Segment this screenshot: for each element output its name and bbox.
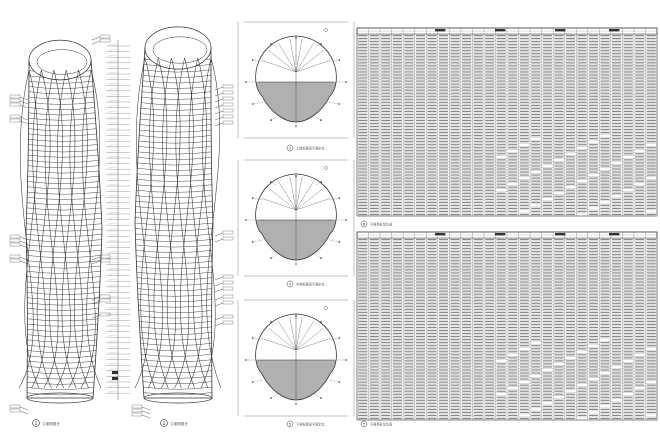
plan-3-number: 5 bbox=[288, 422, 292, 427]
plan-1-number: 3 bbox=[288, 146, 292, 151]
table-1-caption: 平面坐标定位表 bbox=[370, 222, 393, 227]
table-1-number: 6 bbox=[362, 222, 366, 227]
elevation-1-caption: 立面图展开 bbox=[42, 422, 60, 426]
elevation-1-number: 1 bbox=[34, 421, 38, 426]
table-2-caption: 平面坐标定位表 bbox=[370, 422, 393, 427]
elevation-2-number: 2 bbox=[162, 421, 166, 426]
plan-1-caption: 上部标准层平面定位 bbox=[296, 146, 325, 151]
plan-2-number: 4 bbox=[288, 282, 292, 287]
plan-3-caption: 下部标准层平面定位 bbox=[296, 422, 325, 427]
plan-2-caption: 中部标准层平面定位 bbox=[296, 282, 325, 287]
elevation-2-caption: 立面图展开 bbox=[170, 422, 188, 426]
table-2-number: 7 bbox=[362, 422, 366, 427]
